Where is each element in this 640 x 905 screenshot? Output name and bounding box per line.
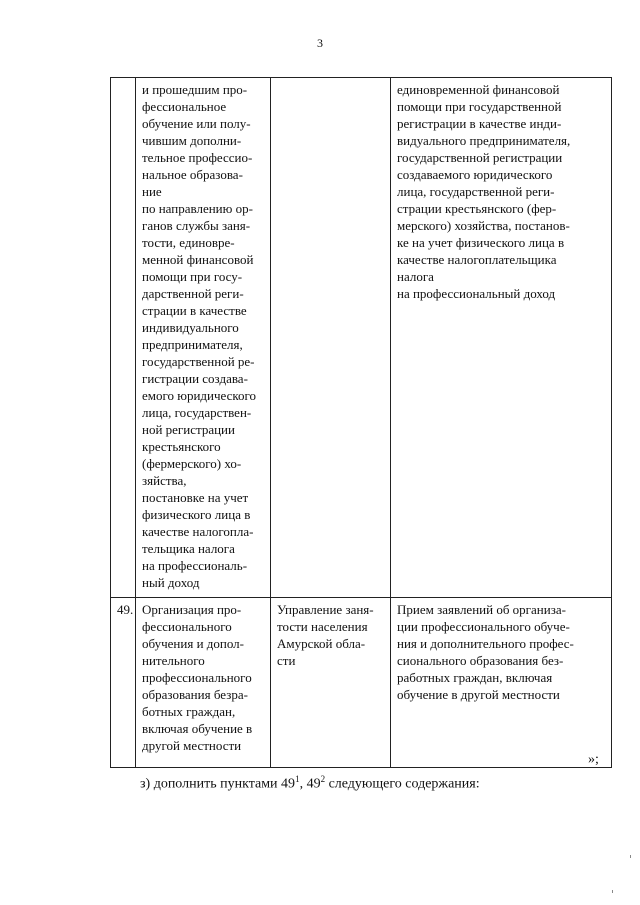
cell-text-line: помощи при госу- xyxy=(142,269,243,284)
amendment-paragraph xyxy=(140,774,480,793)
cell-text-line: зяйства, xyxy=(142,473,187,488)
cell-text-line: фессионального xyxy=(142,619,232,634)
closing-quote-mark: »; xyxy=(588,752,599,767)
cell-col3 xyxy=(271,78,391,598)
cell-text-line: включая обучение в xyxy=(142,721,253,736)
cell-text-line: профессионального xyxy=(142,670,252,685)
superscript-1: 1 xyxy=(295,774,300,784)
cell-text-line: дарственной реги- xyxy=(142,286,244,301)
cell-text-line: налога xyxy=(397,269,434,284)
superscript-2: 2 xyxy=(320,774,326,784)
cell-text-line: менной финансовой xyxy=(142,252,254,267)
cell-text-line: ции профессионального обуче- xyxy=(397,619,570,634)
cell-text-line: тельщика налога xyxy=(142,541,235,556)
page-number: 3 xyxy=(317,36,323,50)
cell-text-line: нальное образова- xyxy=(142,167,243,182)
cell-text-line: на профессиональ- xyxy=(142,558,248,573)
cell-text-line: видуального предпринимателя, xyxy=(397,133,571,148)
cell-text-line: Организация про- xyxy=(142,602,242,617)
table-row xyxy=(111,78,612,598)
cell-text-line: обучение в другой местности xyxy=(397,687,560,702)
cell-text-line: ние xyxy=(142,184,162,199)
cell-text-line: образования безра- xyxy=(142,687,248,702)
row-number-cell xyxy=(111,78,136,598)
cell-text-line: обучение или полу- xyxy=(142,116,251,131)
scan-speck xyxy=(612,890,613,893)
cell-text-line: тости населения xyxy=(277,619,368,634)
cell-text-line: на профессиональный доход xyxy=(397,286,556,301)
cell-text-line: ке на учет физического лица в xyxy=(397,235,565,250)
amendment-prefix: з) дополнить пунктами 49 xyxy=(140,776,296,792)
amendment-suffix: следующего содержания: xyxy=(325,776,480,792)
cell-text-line: ной регистрации xyxy=(142,422,235,437)
cell-text-line: ния и дополнительного профес- xyxy=(397,636,574,651)
cell-text-line: сионального образования без- xyxy=(397,653,564,668)
cell-text-line: тельное профессио- xyxy=(142,150,253,165)
cell-text-line: работных граждан, включая xyxy=(397,670,553,685)
cell-text-line: государственной ре- xyxy=(142,354,255,369)
cell-text-line: емого юридического xyxy=(142,388,257,403)
cell-text-line: страции в качестве xyxy=(142,303,247,318)
cell-text-line: постановке на учет xyxy=(142,490,249,505)
cell-text-line: фессиональное xyxy=(142,99,227,114)
cell-col4 xyxy=(391,78,612,598)
scan-speck xyxy=(630,855,631,858)
cell-text-line: физического лица в xyxy=(142,507,251,522)
row-number: 49. xyxy=(117,602,134,617)
cell-text-line: Амурской обла- xyxy=(277,636,366,651)
row-number-cell xyxy=(111,598,136,768)
cell-col3 xyxy=(271,598,391,768)
cell-text-line: предпринимателя, xyxy=(142,337,243,352)
cell-text-line: государственной регистрации xyxy=(397,150,563,165)
table-row xyxy=(111,598,612,768)
cell-text-line: обучения и допол- xyxy=(142,636,244,651)
cell-col4 xyxy=(391,598,612,768)
services-table xyxy=(110,77,612,768)
cell-col2 xyxy=(136,78,271,598)
amendment-mid: , 49 xyxy=(299,776,321,792)
cell-text-line: другой местности xyxy=(142,738,242,753)
cell-text-line: помощи при государственной xyxy=(397,99,562,114)
cell-text-line: чившим дополни- xyxy=(142,133,242,148)
cell-text-line: страции крестьянского (фер- xyxy=(397,201,557,216)
cell-text-line: создаваемого юридического xyxy=(397,167,553,182)
cell-text-line: мерского) хозяйства, постанов- xyxy=(397,218,570,233)
cell-text-line: ботных граждан, xyxy=(142,704,236,719)
cell-text-line: гистрации создава- xyxy=(142,371,248,386)
cell-text-line: лица, государственной реги- xyxy=(397,184,555,199)
cell-col2 xyxy=(136,598,271,768)
cell-text-line: индивидуального xyxy=(142,320,239,335)
cell-text-line: нительного xyxy=(142,653,205,668)
cell-text-line: тости, единовре- xyxy=(142,235,235,250)
cell-text-line: единовременной финансовой xyxy=(397,82,560,97)
cell-text-line: по направлению ор- xyxy=(142,201,253,216)
cell-text-line: и прошедшим про- xyxy=(142,82,248,97)
cell-text-line: ганов службы заня- xyxy=(142,218,251,233)
cell-text-line: Управление заня- xyxy=(277,602,374,617)
cell-text-line: качестве налогопла- xyxy=(142,524,254,539)
cell-text-line: (фермерского) хо- xyxy=(142,456,242,471)
cell-text-line: ный доход xyxy=(142,575,200,590)
cell-text-line: регистрации в качестве инди- xyxy=(397,116,562,131)
cell-text-line: Прием заявлений об организа- xyxy=(397,602,566,617)
cell-text-line: сти xyxy=(277,653,296,668)
cell-text-line: крестьянского xyxy=(142,439,221,454)
cell-text-line: лица, государствен- xyxy=(142,405,252,420)
cell-text-line: качестве налогоплательщика xyxy=(397,252,557,267)
